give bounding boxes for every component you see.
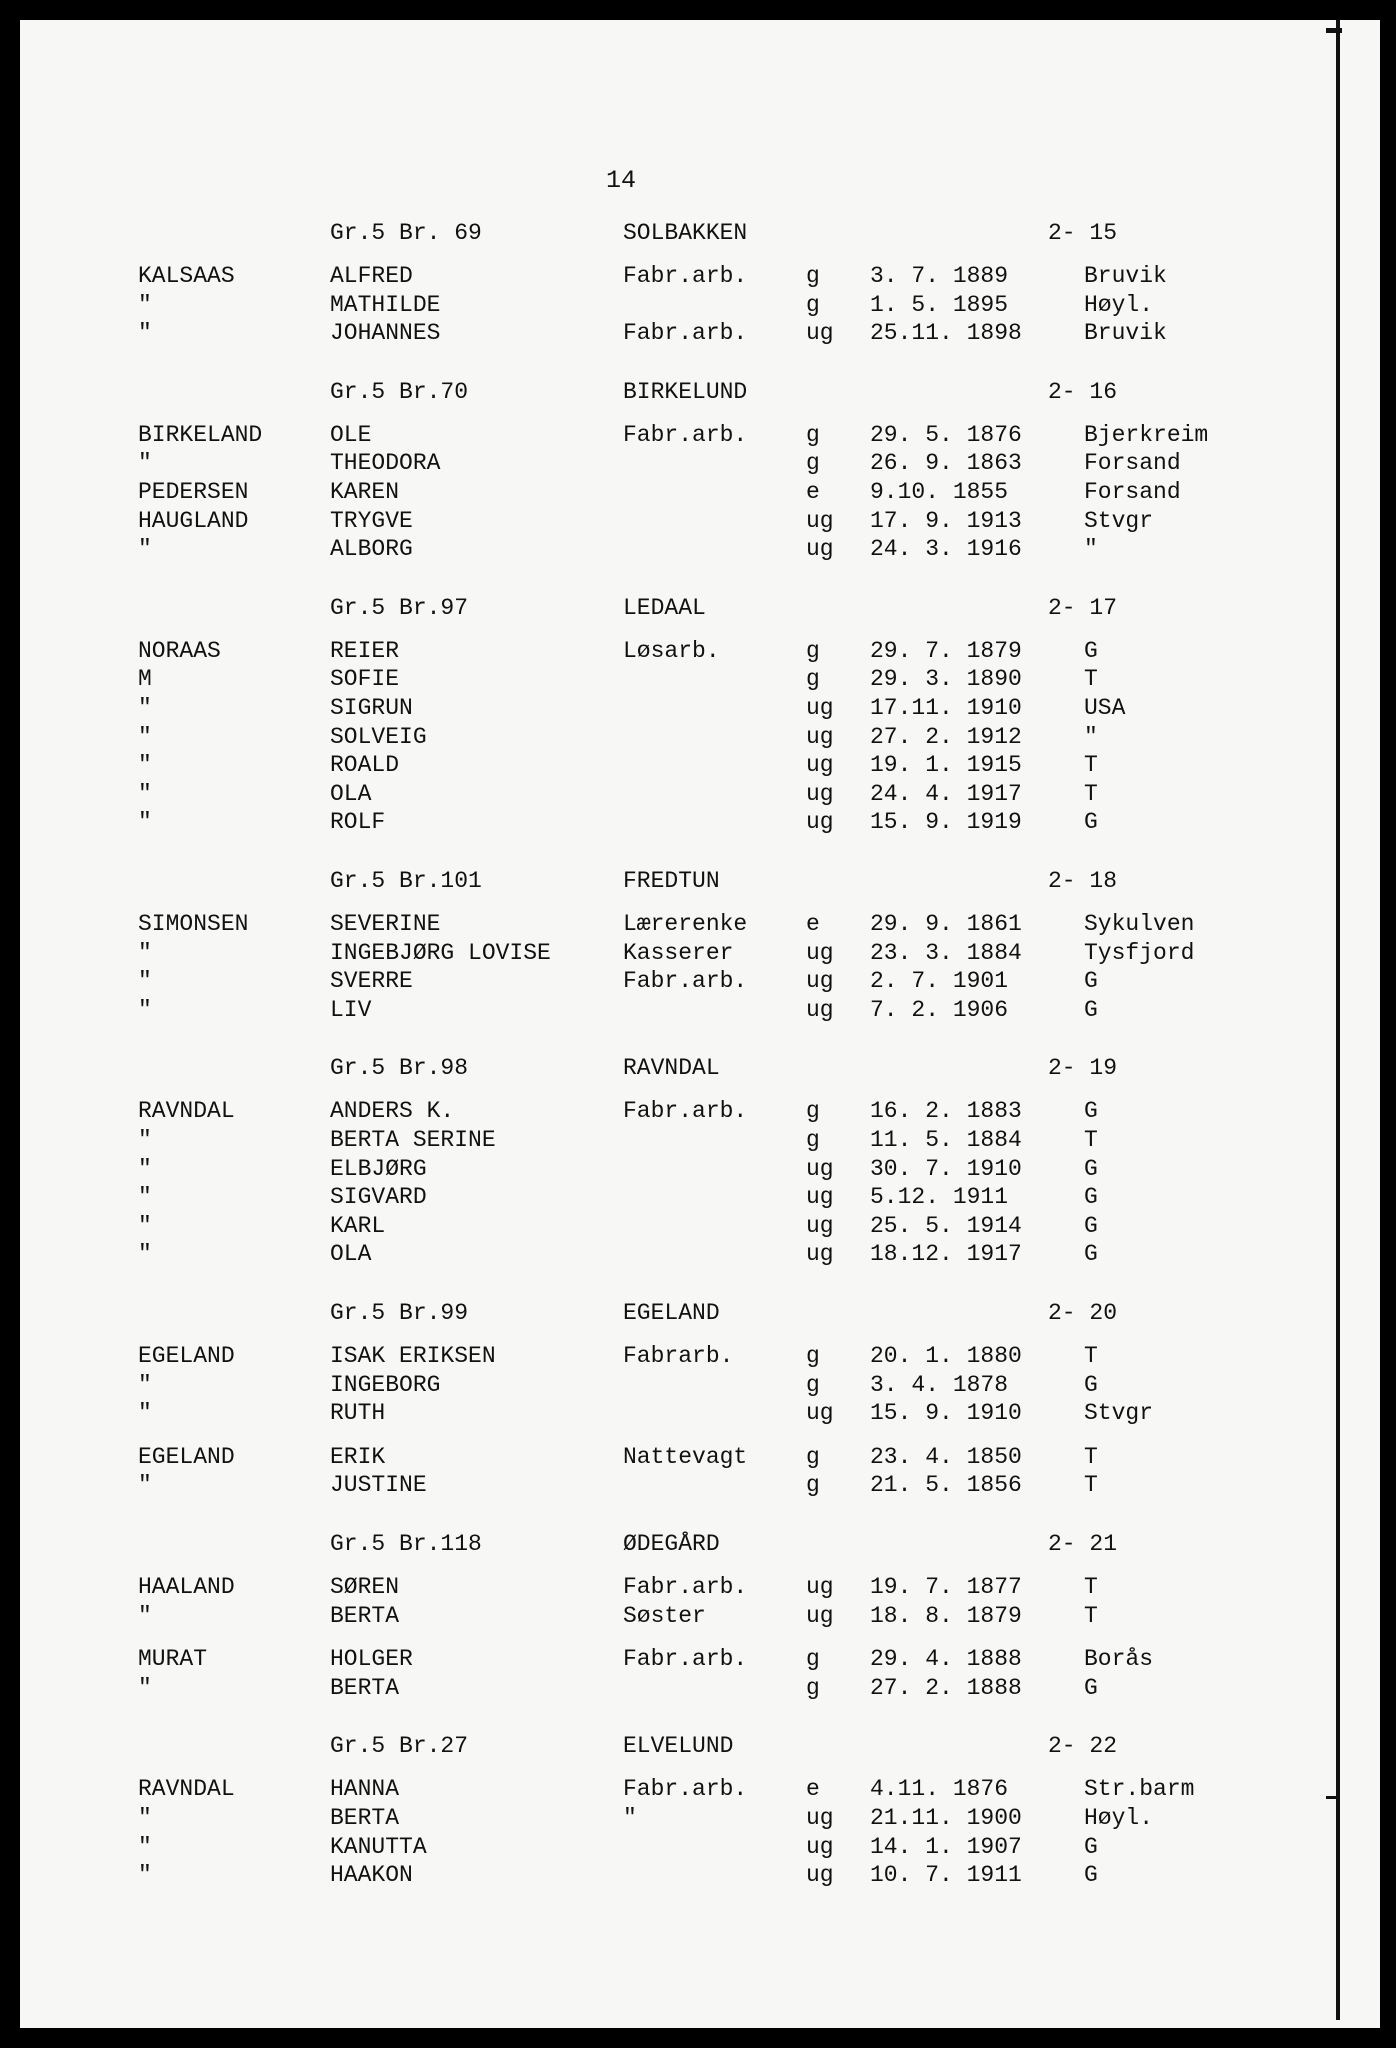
marital-status: ug — [806, 1805, 834, 1831]
farm-name: SOLBAKKEN — [623, 220, 748, 246]
first-name: MATHILDE — [330, 291, 441, 318]
surname: " — [138, 723, 152, 750]
birth-date: 11. 5. 1884 — [870, 1127, 1022, 1153]
household-code: 2- 15 — [1048, 220, 1118, 246]
first-name: INGEBJØRG LOVISE — [330, 939, 551, 966]
birth-date: 15. 9. 1919 — [870, 809, 1022, 836]
property-reference: Gr.5 Br.97 — [330, 594, 469, 621]
birth-place: G — [1084, 1674, 1098, 1701]
occupation: Fabr.arb. — [623, 1776, 748, 1803]
surname: " — [138, 695, 152, 721]
occupation: Løsarb. — [623, 637, 720, 664]
birth-place: Bruvik — [1084, 263, 1167, 289]
surname: NORAAS — [138, 637, 221, 664]
property-reference: Gr.5 Br.27 — [330, 1733, 469, 1760]
person-row — [0, 320, 1396, 350]
farm-name: LEDAAL — [623, 594, 706, 621]
surname: " — [138, 291, 152, 318]
marital-status: g — [806, 637, 820, 664]
person-row — [0, 1343, 1396, 1373]
farm-name: BIRKELUND — [623, 378, 748, 405]
marital-status: ug — [806, 536, 834, 563]
marital-status: ug — [806, 1155, 834, 1182]
birth-place: G — [1084, 996, 1098, 1023]
birth-date: 24. 3. 1916 — [870, 536, 1022, 563]
birth-date: 19. 1. 1915 — [870, 752, 1022, 779]
birth-place: G — [1084, 637, 1098, 664]
birth-place: G — [1084, 1241, 1098, 1268]
person-row — [0, 1862, 1396, 1892]
surname: EGELAND — [138, 1443, 235, 1470]
birth-place: G — [1084, 1098, 1098, 1125]
first-name: ELBJØRG — [330, 1155, 427, 1182]
birth-place: Forsand — [1084, 450, 1181, 477]
marital-status: ug — [806, 1574, 834, 1600]
birth-date: 29. 4. 1888 — [870, 1646, 1022, 1673]
person-row — [0, 911, 1396, 941]
household-header — [0, 1055, 1396, 1085]
first-name: SOFIE — [330, 666, 400, 693]
person-row — [0, 1213, 1396, 1243]
marital-status: g — [806, 1343, 820, 1369]
marital-status: g — [806, 1674, 820, 1701]
birth-date: 25. 5. 1914 — [870, 1212, 1022, 1239]
person-row — [0, 1241, 1396, 1271]
birth-place: T — [1084, 1472, 1098, 1499]
marital-status: ug — [806, 1400, 834, 1427]
household-header — [0, 595, 1396, 625]
marital-status: ug — [806, 695, 834, 721]
farm-name: EGELAND — [623, 1300, 720, 1326]
birth-date: 23. 3. 1884 — [870, 939, 1022, 966]
birth-date: 16. 2. 1883 — [870, 1098, 1022, 1125]
household-header — [0, 868, 1396, 898]
household-code: 2- 17 — [1048, 594, 1118, 621]
birth-place: " — [1084, 723, 1098, 750]
birth-date: 25.11. 1898 — [870, 320, 1022, 347]
person-row — [0, 1805, 1396, 1835]
marital-status: e — [806, 479, 820, 505]
person-row — [0, 695, 1396, 725]
first-name: OLA — [330, 780, 372, 807]
surname: " — [138, 320, 152, 347]
surname: KALSAAS — [138, 263, 235, 289]
surname: " — [138, 1155, 152, 1182]
surname: " — [138, 1472, 152, 1499]
occupation: Fabr.arb. — [623, 1646, 748, 1673]
birth-date: 27. 2. 1888 — [870, 1674, 1022, 1701]
marital-status: ug — [806, 1833, 834, 1860]
birth-place: T — [1084, 1602, 1098, 1629]
first-name: JOHANNES — [330, 320, 441, 347]
marital-status: g — [806, 1443, 820, 1470]
birth-date: 9.10. 1855 — [870, 479, 1009, 505]
farm-name: RAVNDAL — [623, 1055, 720, 1082]
property-reference: Gr.5 Br.101 — [330, 868, 482, 894]
household-header — [0, 379, 1396, 409]
surname: " — [138, 996, 152, 1023]
marital-status: ug — [806, 1862, 834, 1889]
birth-date: 4.11. 1876 — [870, 1776, 1009, 1803]
property-reference: Gr.5 Br.70 — [330, 378, 469, 405]
marital-status: g — [806, 1472, 820, 1499]
first-name: INGEBORG — [330, 1371, 441, 1398]
surname: " — [138, 809, 152, 836]
birth-place: Høyl. — [1084, 1805, 1154, 1831]
person-row — [0, 450, 1396, 480]
first-name: HANNA — [330, 1776, 400, 1803]
birth-date: 14. 1. 1907 — [870, 1833, 1022, 1860]
birth-place: G — [1084, 1862, 1098, 1889]
birth-place: Stvgr — [1084, 507, 1154, 534]
person-row — [0, 1127, 1396, 1157]
property-reference: Gr.5 Br.99 — [330, 1300, 469, 1326]
birth-place: T — [1084, 1343, 1098, 1369]
birth-date: 21.11. 1900 — [870, 1805, 1022, 1831]
person-row — [0, 997, 1396, 1027]
birth-place: G — [1084, 1184, 1098, 1211]
birth-place: Str.barm — [1084, 1776, 1195, 1803]
birth-place: USA — [1084, 695, 1126, 721]
occupation: Fabrarb. — [623, 1343, 734, 1369]
surname: " — [138, 536, 152, 563]
occupation: Lærerenke — [623, 911, 748, 937]
first-name: HAAKON — [330, 1862, 413, 1889]
first-name: REIER — [330, 637, 400, 664]
surname: " — [138, 1805, 152, 1831]
person-row — [0, 1675, 1396, 1705]
marital-status: g — [806, 1098, 820, 1125]
surname: " — [138, 450, 152, 477]
birth-place: Bruvik — [1084, 320, 1167, 347]
surname: EGELAND — [138, 1343, 235, 1369]
first-name: JUSTINE — [330, 1472, 427, 1499]
surname: M — [138, 666, 152, 693]
first-name: OLE — [330, 421, 372, 448]
birth-date: 2. 7. 1901 — [870, 968, 1009, 995]
occupation: Fabr.arb. — [623, 320, 748, 347]
surname: " — [138, 1212, 152, 1239]
first-name: SIGVARD — [330, 1184, 427, 1211]
birth-date: 26. 9. 1863 — [870, 450, 1022, 477]
first-name: ALBORG — [330, 536, 413, 563]
birth-date: 21. 5. 1856 — [870, 1472, 1022, 1499]
birth-place: T — [1084, 752, 1098, 779]
birth-date: 29. 7. 1879 — [870, 637, 1022, 664]
person-row — [0, 638, 1396, 668]
birth-date: 19. 7. 1877 — [870, 1574, 1022, 1600]
surname: RAVNDAL — [138, 1776, 235, 1803]
person-row — [0, 263, 1396, 293]
person-row — [0, 292, 1396, 322]
first-name: BERTA — [330, 1602, 400, 1629]
marital-status: ug — [806, 968, 834, 995]
person-row — [0, 809, 1396, 839]
occupation: Fabr.arb. — [623, 1574, 748, 1600]
household-header — [0, 1733, 1396, 1763]
first-name: SVERRE — [330, 968, 413, 995]
first-name: ROLF — [330, 809, 386, 836]
birth-place: Tysfjord — [1084, 939, 1195, 966]
birth-date: 24. 4. 1917 — [870, 780, 1022, 807]
surname: " — [138, 968, 152, 995]
birth-date: 27. 2. 1912 — [870, 723, 1022, 750]
occupation: Fabr.arb. — [623, 421, 748, 448]
birth-date: 17. 9. 1913 — [870, 507, 1022, 534]
surname: BIRKELAND — [138, 421, 263, 448]
first-name: SØREN — [330, 1574, 400, 1600]
surname: " — [138, 1833, 152, 1860]
birth-place: T — [1084, 666, 1098, 693]
birth-place: T — [1084, 1443, 1098, 1470]
person-row — [0, 479, 1396, 509]
property-reference: Gr.5 Br.118 — [330, 1531, 482, 1557]
household-header — [0, 1300, 1396, 1330]
marital-status: g — [806, 1646, 820, 1673]
person-row — [0, 940, 1396, 970]
birth-date: 29. 5. 1876 — [870, 421, 1022, 448]
birth-date: 1. 5. 1895 — [870, 291, 1009, 318]
first-name: KARL — [330, 1212, 386, 1239]
surname: " — [138, 780, 152, 807]
occupation: Fabr.arb. — [623, 968, 748, 995]
marital-status: g — [806, 291, 820, 318]
person-row — [0, 781, 1396, 811]
property-reference: Gr.5 Br.98 — [330, 1055, 469, 1082]
marital-status: g — [806, 1127, 820, 1153]
birth-place: Sykulven — [1084, 911, 1195, 937]
marital-status: e — [806, 911, 820, 937]
birth-place: T — [1084, 780, 1098, 807]
birth-place: G — [1084, 1833, 1098, 1860]
first-name: HOLGER — [330, 1646, 413, 1673]
household-code: 2- 21 — [1048, 1531, 1118, 1557]
birth-date: 18. 8. 1879 — [870, 1602, 1022, 1629]
person-row — [0, 1574, 1396, 1604]
birth-date: 5.12. 1911 — [870, 1184, 1009, 1211]
first-name: SOLVEIG — [330, 723, 427, 750]
page-number: 14 — [606, 166, 637, 195]
household-code: 2- 16 — [1048, 378, 1118, 405]
marital-status: ug — [806, 1241, 834, 1268]
first-name: SEVERINE — [330, 911, 441, 937]
person-row — [0, 1372, 1396, 1402]
person-row — [0, 1156, 1396, 1186]
person-row — [0, 724, 1396, 754]
person-row — [0, 1098, 1396, 1128]
birth-place: Forsand — [1084, 479, 1181, 505]
birth-date: 3. 7. 1889 — [870, 263, 1009, 289]
first-name: KANUTTA — [330, 1833, 427, 1860]
birth-place: G — [1084, 1212, 1098, 1239]
marital-status: ug — [806, 780, 834, 807]
person-row — [0, 536, 1396, 566]
person-row — [0, 508, 1396, 538]
surname: MURAT — [138, 1646, 208, 1673]
farm-name: ØDEGÅRD — [623, 1531, 720, 1557]
surname: HAUGLAND — [138, 507, 249, 534]
birth-place: Høyl. — [1084, 291, 1154, 318]
marital-status: ug — [806, 996, 834, 1023]
surname: " — [138, 1674, 152, 1701]
birth-date: 29. 3. 1890 — [870, 666, 1022, 693]
first-name: ALFRED — [330, 263, 413, 289]
occupation: Fabr.arb. — [623, 1098, 748, 1125]
marital-status: ug — [806, 320, 834, 347]
first-name: LIV — [330, 996, 372, 1023]
person-row — [0, 1834, 1396, 1864]
surname: " — [138, 939, 152, 966]
surname: " — [138, 1127, 152, 1153]
birth-date: 7. 2. 1906 — [870, 996, 1009, 1023]
surname: SIMONSEN — [138, 911, 249, 937]
first-name: BERTA — [330, 1674, 400, 1701]
first-name: THEODORA — [330, 450, 441, 477]
marital-status: ug — [806, 939, 834, 966]
birth-date: 10. 7. 1911 — [870, 1862, 1022, 1889]
birth-date: 3. 4. 1878 — [870, 1371, 1009, 1398]
birth-date: 15. 9. 1910 — [870, 1400, 1022, 1427]
surname: " — [138, 1371, 152, 1398]
occupation: Kasserer — [623, 939, 734, 966]
marital-status: g — [806, 450, 820, 477]
marital-status: g — [806, 1371, 820, 1398]
person-row — [0, 1472, 1396, 1502]
occupation: " — [623, 1805, 637, 1831]
marital-status: ug — [806, 1212, 834, 1239]
occupation: Nattevagt — [623, 1443, 748, 1470]
birth-date: 29. 9. 1861 — [870, 911, 1022, 937]
marital-status: ug — [806, 1184, 834, 1211]
first-name: BERTA SERINE — [330, 1127, 496, 1153]
surname: " — [138, 1862, 152, 1889]
household-code: 2- 18 — [1048, 868, 1118, 894]
birth-place: G — [1084, 968, 1098, 995]
surname: " — [138, 1400, 152, 1427]
person-row — [0, 1184, 1396, 1214]
marital-status: g — [806, 263, 820, 289]
occupation: Søster — [623, 1602, 706, 1629]
surname: HAALAND — [138, 1574, 235, 1600]
surname: " — [138, 1184, 152, 1211]
person-row — [0, 666, 1396, 696]
birth-place: Borås — [1084, 1646, 1154, 1673]
marital-status: g — [806, 666, 820, 693]
person-row — [0, 1646, 1396, 1676]
birth-date: 30. 7. 1910 — [870, 1155, 1022, 1182]
birth-place: T — [1084, 1574, 1098, 1600]
person-row — [0, 752, 1396, 782]
person-row — [0, 1603, 1396, 1633]
farm-name: FREDTUN — [623, 868, 720, 894]
first-name: OLA — [330, 1241, 372, 1268]
birth-date: 18.12. 1917 — [870, 1241, 1022, 1268]
surname: RAVNDAL — [138, 1098, 235, 1125]
person-row — [0, 422, 1396, 452]
person-row — [0, 1444, 1396, 1474]
occupation: Fabr.arb. — [623, 263, 748, 289]
marital-status: ug — [806, 507, 834, 534]
property-reference: Gr.5 Br. 69 — [330, 220, 482, 246]
first-name: SIGRUN — [330, 695, 413, 721]
household-header — [0, 220, 1396, 250]
first-name: ROALD — [330, 752, 400, 779]
marital-status: e — [806, 1776, 820, 1803]
household-code: 2- 19 — [1048, 1055, 1118, 1082]
surname: PEDERSEN — [138, 479, 249, 505]
marital-status: ug — [806, 752, 834, 779]
marital-status: ug — [806, 809, 834, 836]
first-name: KAREN — [330, 479, 400, 505]
surname: " — [138, 1602, 152, 1629]
marital-status: ug — [806, 723, 834, 750]
marital-status: g — [806, 421, 820, 448]
birth-place: Stvgr — [1084, 1400, 1154, 1427]
birth-date: 23. 4. 1850 — [870, 1443, 1022, 1470]
first-name: ISAK ERIKSEN — [330, 1343, 496, 1369]
birth-place: G — [1084, 809, 1098, 836]
household-header — [0, 1531, 1396, 1561]
surname: " — [138, 1241, 152, 1268]
first-name: TRYGVE — [330, 507, 413, 534]
farm-name: ELVELUND — [623, 1733, 734, 1760]
birth-place: T — [1084, 1127, 1098, 1153]
first-name: BERTA — [330, 1805, 400, 1831]
birth-place: G — [1084, 1155, 1098, 1182]
birth-place: " — [1084, 536, 1098, 563]
person-row — [0, 1400, 1396, 1430]
first-name: ERIK — [330, 1443, 386, 1470]
birth-place: Bjerkreim — [1084, 421, 1209, 448]
person-row — [0, 1776, 1396, 1806]
household-code: 2- 22 — [1048, 1733, 1118, 1760]
first-name: RUTH — [330, 1400, 386, 1427]
birth-date: 20. 1. 1880 — [870, 1343, 1022, 1369]
birth-place: G — [1084, 1371, 1098, 1398]
marital-status: ug — [806, 1602, 834, 1629]
surname: " — [138, 752, 152, 779]
household-code: 2- 20 — [1048, 1300, 1118, 1326]
person-row — [0, 968, 1396, 998]
first-name: ANDERS K. — [330, 1098, 455, 1125]
birth-date: 17.11. 1910 — [870, 695, 1022, 721]
